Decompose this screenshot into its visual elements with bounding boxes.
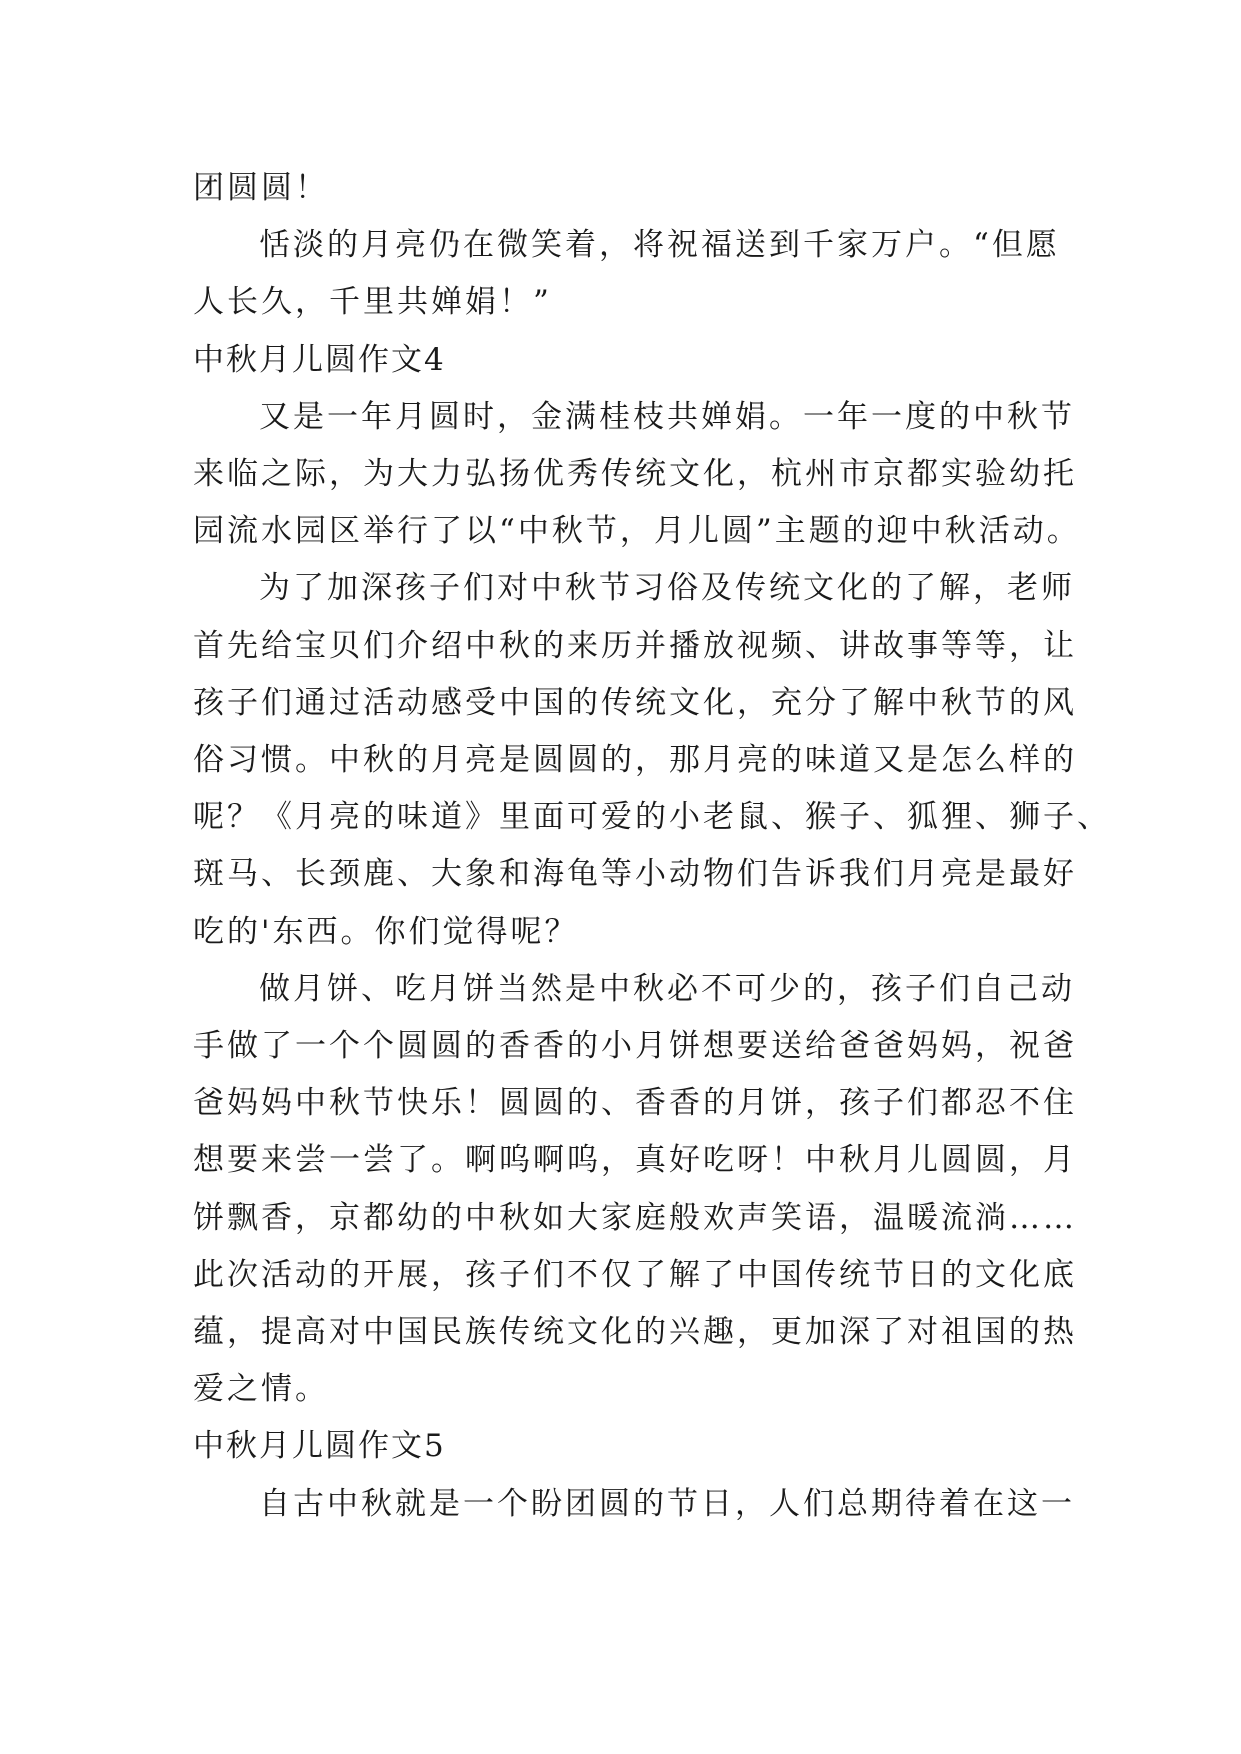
paragraph-start-line: 做月饼、吃月饼当然是中秋必不可少的，孩子们自己动 [259,970,1075,1007]
section-heading: 中秋月儿圆作文5 [193,1428,446,1465]
text-line: 爸妈妈中秋节快乐！圆圆的、香香的月饼，孩子们都忍不住 [193,1085,1077,1122]
text-line: 人长久，千里共婵娟！” [193,284,552,321]
text-line: 饼飘香，京都幼的中秋如大家庭般欢声笑语，温暖流淌…… [193,1199,1077,1236]
paragraph-start-line: 为了加深孩子们对中秋节习俗及传统文化的了解，老师 [259,570,1075,607]
text-line: 园流水园区举行了以“中秋节，月儿圆”主题的迎中秋活动。 [193,513,1081,550]
text-line: 爱之情。 [193,1371,329,1408]
text-line: 此次活动的开展，孩子们不仅了解了中国传统节日的文化底 [193,1256,1077,1293]
text-line: 想要来尝一尝了。啊呜啊呜，真好吃呀！中秋月儿圆圆，月 [193,1142,1077,1179]
text-line: 首先给宝贝们介绍中秋的来历并播放视频、讲故事等等，让 [193,627,1077,664]
text-line: 团圆圆！ [193,170,329,206]
text-line: 孩子们通过活动感受中国的传统文化，充分了解中秋节的风 [193,684,1077,721]
text-line: 呢？《月亮的味道》里面可爱的小老鼠、猴子、狐狸、狮子、 [193,799,1111,836]
paragraph-start-line: 恬淡的月亮仍在微笑着，将祝福送到千家万户。“但愿 [259,227,1060,264]
text-line: 蕴，提高对中国民族传统文化的兴趣，更加深了对祖国的热 [193,1314,1077,1351]
paragraph-start-line: 自古中秋就是一个盼团圆的节日，人们总期待着在这一 [259,1485,1075,1522]
text-line: 手做了一个个圆圆的香香的小月饼想要送给爸爸妈妈，祝爸 [193,1028,1077,1065]
text-line: 来临之际，为大力弘扬优秀传统文化，杭州市京都实验幼托 [193,456,1077,493]
section-heading: 中秋月儿圆作文4 [193,341,446,378]
text-line: 吃的'东西。你们觉得呢？ [193,913,579,950]
document-page [193,160,1111,1533]
text-line: 斑马、长颈鹿、大象和海龟等小动物们告诉我们月亮是最好 [193,856,1077,893]
text-line: 俗习惯。中秋的月亮是圆圆的，那月亮的味道又是怎么样的 [193,742,1077,779]
paragraph-start-line: 又是一年月圆时，金满桂枝共婵娟。一年一度的中秋节 [259,398,1075,435]
